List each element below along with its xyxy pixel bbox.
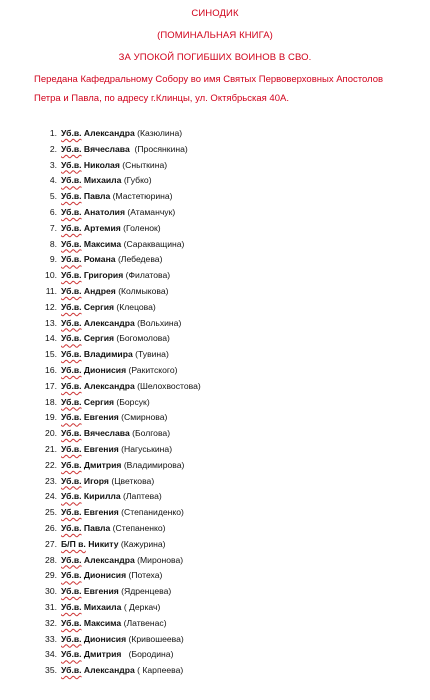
item-prefix-text: Уб.в. (61, 175, 82, 186)
item-entry (61, 646, 173, 662)
item-entry (61, 473, 154, 489)
list-item (0, 330, 430, 346)
item-prefix (61, 175, 82, 185)
item-prefix-text: Уб.в. (61, 207, 82, 217)
item-number: 6. (49, 207, 57, 217)
list-item (0, 220, 430, 236)
item-number: 20. (45, 428, 57, 439)
item-number: 19. (45, 412, 57, 423)
item-prefix (61, 318, 82, 328)
list-item (0, 425, 430, 441)
item-entry (61, 504, 184, 520)
list-item (0, 662, 430, 678)
list-item (0, 236, 430, 252)
item-surname: (Филатова) (125, 270, 171, 281)
item-prefix-text: Уб.в. (61, 143, 82, 154)
item-prefix (61, 602, 82, 612)
item-surname: (Владимирова) (123, 459, 185, 470)
list-item (0, 599, 430, 615)
item-entry (61, 536, 166, 552)
item-surname: (Болгова) (132, 428, 171, 439)
item-surname: (Тувина) (135, 349, 169, 360)
item-name: Вячеслава (83, 428, 130, 439)
item-name: Артемия (83, 222, 121, 233)
item-name: Сергия (83, 301, 115, 312)
item-name: Максима (83, 617, 122, 628)
item-entry (61, 172, 152, 188)
item-prefix (61, 634, 82, 644)
item-prefix-text: Уб.в. (61, 222, 82, 233)
item-prefix-text: Уб.в. (61, 254, 82, 265)
item-name: Дионисия (83, 633, 127, 644)
item-entry (61, 362, 178, 378)
item-number: 32. (45, 617, 57, 628)
item-name: Евгения (83, 412, 119, 423)
item-prefix (61, 207, 82, 217)
item-surname: (Борсук) (116, 396, 150, 407)
item-number: 12. (45, 301, 57, 312)
intro-line-2: Петра и Павла, по адресу г.Клинцы, ул. Октябрьская 40А. (34, 93, 289, 104)
item-surname: (Кривошеева) (128, 633, 184, 644)
item-number: 22. (45, 459, 57, 470)
item-name: Александра (83, 554, 135, 565)
item-entry (61, 425, 170, 441)
item-number: 28. (45, 554, 57, 565)
list-item (0, 378, 430, 394)
item-surname: ( Карпеева) (137, 665, 184, 676)
item-entry (61, 552, 183, 568)
item-surname: (Голенок) (123, 222, 161, 233)
item-entry (61, 346, 169, 362)
item-prefix-text: Уб.в. (61, 459, 82, 470)
item-number: 1. (49, 128, 57, 138)
item-number: 23. (45, 475, 57, 486)
item-prefix-text: Уб.в. (61, 617, 82, 628)
item-prefix (61, 523, 82, 533)
item-name: Дмитрия (83, 649, 122, 660)
item-prefix (61, 128, 82, 138)
list-item (0, 441, 430, 457)
item-surname: (Ядренцева) (121, 586, 172, 597)
list-item (0, 520, 430, 536)
item-prefix-text: Уб.в. (61, 491, 82, 502)
list-item (0, 125, 430, 141)
item-name: Дмитрия (83, 459, 122, 470)
list-item (0, 362, 430, 378)
list-item (0, 267, 430, 283)
item-surname: (Вольхина) (137, 317, 182, 328)
item-entry (61, 520, 166, 536)
list-item (0, 172, 430, 188)
item-prefix-text: Уб.в. (61, 649, 82, 660)
item-entry (61, 378, 201, 394)
item-prefix-text: Уб.в. (61, 286, 82, 296)
item-prefix (61, 160, 82, 170)
item-prefix-text: Уб.в. (61, 412, 82, 423)
item-entry (61, 141, 188, 157)
item-entry (61, 631, 184, 647)
item-number: 27. (45, 538, 57, 549)
item-prefix-text: Уб.в. (61, 507, 82, 518)
item-name: Александра (83, 317, 135, 328)
list-item (0, 631, 430, 647)
item-surname: (Степаниденко) (121, 507, 184, 518)
item-surname: (Казюлина) (137, 128, 183, 138)
item-prefix (61, 254, 82, 264)
item-prefix-text: Уб.в. (61, 270, 82, 281)
item-surname: (Колмыкова) (118, 286, 169, 296)
item-prefix (61, 239, 82, 249)
item-name: Никиту (88, 538, 119, 549)
list-item (0, 473, 430, 489)
item-prefix (61, 270, 82, 280)
list-item (0, 141, 430, 157)
item-prefix-text: Уб.в. (61, 523, 82, 533)
item-number: 10. (45, 270, 57, 281)
item-prefix-text: Уб.в. (61, 444, 82, 454)
item-number: 34. (45, 649, 57, 660)
intro-paragraph (34, 70, 404, 108)
item-name: Игоря (83, 475, 109, 486)
list-item (0, 157, 430, 173)
list-item (0, 283, 430, 299)
item-prefix-text: Уб.в. (61, 380, 82, 391)
item-prefix (61, 144, 82, 154)
item-entry (61, 251, 162, 267)
item-surname: (Саракващина) (123, 238, 185, 249)
item-name: Евгения (83, 444, 119, 454)
list-item (0, 299, 430, 315)
item-prefix (61, 618, 82, 628)
item-name: Александра (83, 128, 135, 138)
item-name: Максима (83, 238, 122, 249)
item-number: 29. (45, 570, 57, 581)
list-item (0, 504, 430, 520)
item-surname: (Лебедева) (117, 254, 163, 265)
item-prefix (61, 555, 82, 565)
item-number: 7. (49, 222, 57, 233)
item-entry (61, 457, 184, 473)
item-prefix (61, 444, 82, 454)
item-prefix-text: Уб.в. (61, 317, 82, 328)
item-entry (61, 267, 170, 283)
item-entry (61, 204, 175, 220)
item-prefix (61, 223, 82, 233)
item-entry (61, 567, 162, 583)
document-subtitle: (ПОМИНАЛЬНАЯ КНИГА) (157, 30, 273, 41)
item-prefix (61, 381, 82, 391)
item-prefix (61, 333, 82, 343)
item-surname: (Потеха) (128, 570, 163, 581)
item-prefix-text: Уб.в. (61, 396, 82, 407)
item-name: Евгения (83, 586, 119, 597)
item-name: Андрея (83, 286, 116, 296)
item-prefix (61, 349, 82, 359)
item-surname: (Ракитского) (128, 365, 178, 375)
item-name: Михаила (83, 602, 122, 612)
item-prefix (61, 491, 82, 501)
item-prefix-text: Уб.в. (61, 301, 82, 312)
item-name: Анатолия (83, 207, 125, 217)
item-name: Николая (83, 159, 120, 170)
list-item (0, 346, 430, 362)
item-surname: (Просянкина) (132, 143, 188, 154)
item-prefix (61, 191, 82, 201)
item-surname: (Смирнова) (121, 412, 168, 423)
item-prefix-text: Уб.в. (61, 475, 82, 486)
list-item (0, 646, 430, 662)
item-name: Вячеслава (83, 143, 130, 154)
item-prefix-text: Уб.в. (61, 238, 82, 249)
list-item (0, 188, 430, 204)
item-prefix (61, 539, 86, 549)
list-item (0, 394, 430, 410)
item-number: 25. (45, 507, 57, 518)
item-prefix (61, 428, 82, 438)
item-number: 16. (45, 365, 57, 375)
list-item (0, 488, 430, 504)
item-number: 5. (49, 191, 57, 202)
item-entry (61, 441, 172, 457)
item-number: 15. (45, 349, 57, 360)
item-name: Дионисия (83, 365, 127, 375)
item-prefix-text: Уб.в. (61, 349, 82, 360)
item-prefix-text: Уб.в. (61, 602, 82, 612)
item-surname: (Мастетюрина) (112, 191, 173, 202)
item-name: Кирилла (83, 491, 121, 502)
item-number: 35. (45, 665, 57, 676)
item-prefix (61, 476, 82, 486)
item-number: 4. (49, 175, 57, 186)
item-prefix-text: Уб.в. (61, 159, 82, 170)
item-entry (61, 662, 183, 678)
item-surname: (Клецова) (116, 301, 156, 312)
item-prefix-text: Уб.в. (61, 570, 82, 581)
intro-line-1: Передана Кафедральному Собору во имя Святых Первоверховных Апостолов (34, 74, 384, 85)
item-number: 26. (45, 523, 57, 533)
item-prefix-text: Уб.в. (61, 554, 82, 565)
item-number: 33. (45, 633, 57, 644)
item-entry (61, 188, 173, 204)
item-entry (61, 236, 184, 252)
item-entry (61, 125, 182, 141)
item-prefix (61, 302, 82, 312)
item-number: 3. (49, 159, 57, 170)
item-prefix-text: Уб.в. (61, 586, 82, 597)
item-prefix (61, 665, 82, 675)
item-name: Александра (83, 380, 135, 391)
item-prefix (61, 365, 82, 375)
item-name: Дионисия (83, 570, 127, 581)
item-entry (61, 615, 167, 631)
item-entry (61, 330, 170, 346)
list-item (0, 251, 430, 267)
item-number: 21. (45, 444, 57, 454)
item-surname: (Нагуськина) (121, 444, 173, 454)
item-prefix (61, 507, 82, 517)
item-prefix (61, 397, 82, 407)
item-entry (61, 599, 160, 615)
list-item (0, 583, 430, 599)
item-number: 13. (45, 317, 57, 328)
item-prefix-text: Уб.в. (61, 428, 82, 439)
item-surname: (Кажурина) (120, 538, 166, 549)
item-surname: (Шелохвостова) (137, 380, 201, 391)
item-name: Евгения (83, 507, 119, 518)
item-prefix-text: Уб.в. (61, 365, 82, 375)
item-prefix (61, 649, 82, 659)
list-item (0, 409, 430, 425)
item-name: Павла (83, 523, 111, 533)
item-surname: (Сныткина) (122, 159, 168, 170)
item-number: 14. (45, 333, 57, 344)
item-name: Сергия (83, 396, 115, 407)
item-number: 24. (45, 491, 57, 502)
list-item (0, 315, 430, 331)
item-surname: (Цветкова) (111, 475, 155, 486)
item-surname: (Степаненко) (112, 523, 166, 533)
item-entry (61, 315, 181, 331)
item-number: 8. (49, 238, 57, 249)
item-entry (61, 299, 156, 315)
item-number: 9. (49, 254, 57, 265)
item-surname: (Миронова) (137, 554, 184, 565)
document-heading: ЗА УПОКОЙ ПОГИБШИХ ВОИНОВ В СВО. (118, 52, 312, 63)
item-surname: ( Деркач) (123, 602, 161, 612)
item-name: Александра (83, 665, 135, 676)
item-name: Сергия (83, 333, 115, 344)
item-name: Григория (83, 270, 124, 281)
item-surname: (Бородина) (123, 649, 174, 660)
item-prefix (61, 586, 82, 596)
item-entry (61, 283, 169, 299)
item-prefix (61, 570, 82, 580)
item-name: Романа (83, 254, 116, 265)
item-prefix-text: Уб.в. (61, 333, 82, 344)
item-prefix (61, 460, 82, 470)
item-prefix-text: Б/П в. (61, 538, 86, 549)
item-name: Павла (83, 191, 111, 202)
item-entry (61, 583, 171, 599)
item-entry (61, 409, 167, 425)
item-number: 31. (45, 602, 57, 612)
list-item (0, 204, 430, 220)
item-number: 30. (45, 586, 57, 597)
item-surname: (Латвенас) (123, 617, 167, 628)
item-number: 17. (45, 380, 57, 391)
item-prefix-text: Уб.в. (61, 665, 82, 676)
item-entry (61, 488, 162, 504)
list-item (0, 567, 430, 583)
item-entry (61, 220, 161, 236)
list-item (0, 457, 430, 473)
item-prefix (61, 412, 82, 422)
item-surname: (Губко) (123, 175, 152, 186)
item-name: Михаила (83, 175, 122, 186)
item-surname: (Богомолова) (116, 333, 170, 344)
item-prefix-text: Уб.в. (61, 191, 82, 202)
item-number: 11. (45, 286, 57, 296)
item-number: 18. (45, 396, 57, 407)
item-prefix-text: Уб.в. (61, 633, 82, 644)
item-number: 2. (49, 143, 57, 154)
item-surname: (Лаптева) (123, 491, 162, 502)
list-item (0, 615, 430, 631)
item-prefix (61, 286, 82, 296)
list-item (0, 552, 430, 568)
item-prefix-text: Уб.в. (61, 128, 82, 138)
list-item (0, 536, 430, 552)
item-entry (61, 394, 150, 410)
document-title: СИНОДИК (191, 8, 239, 19)
item-entry (61, 157, 167, 173)
item-surname: (Атаманчук) (127, 207, 176, 217)
item-name: Владимира (83, 349, 133, 360)
